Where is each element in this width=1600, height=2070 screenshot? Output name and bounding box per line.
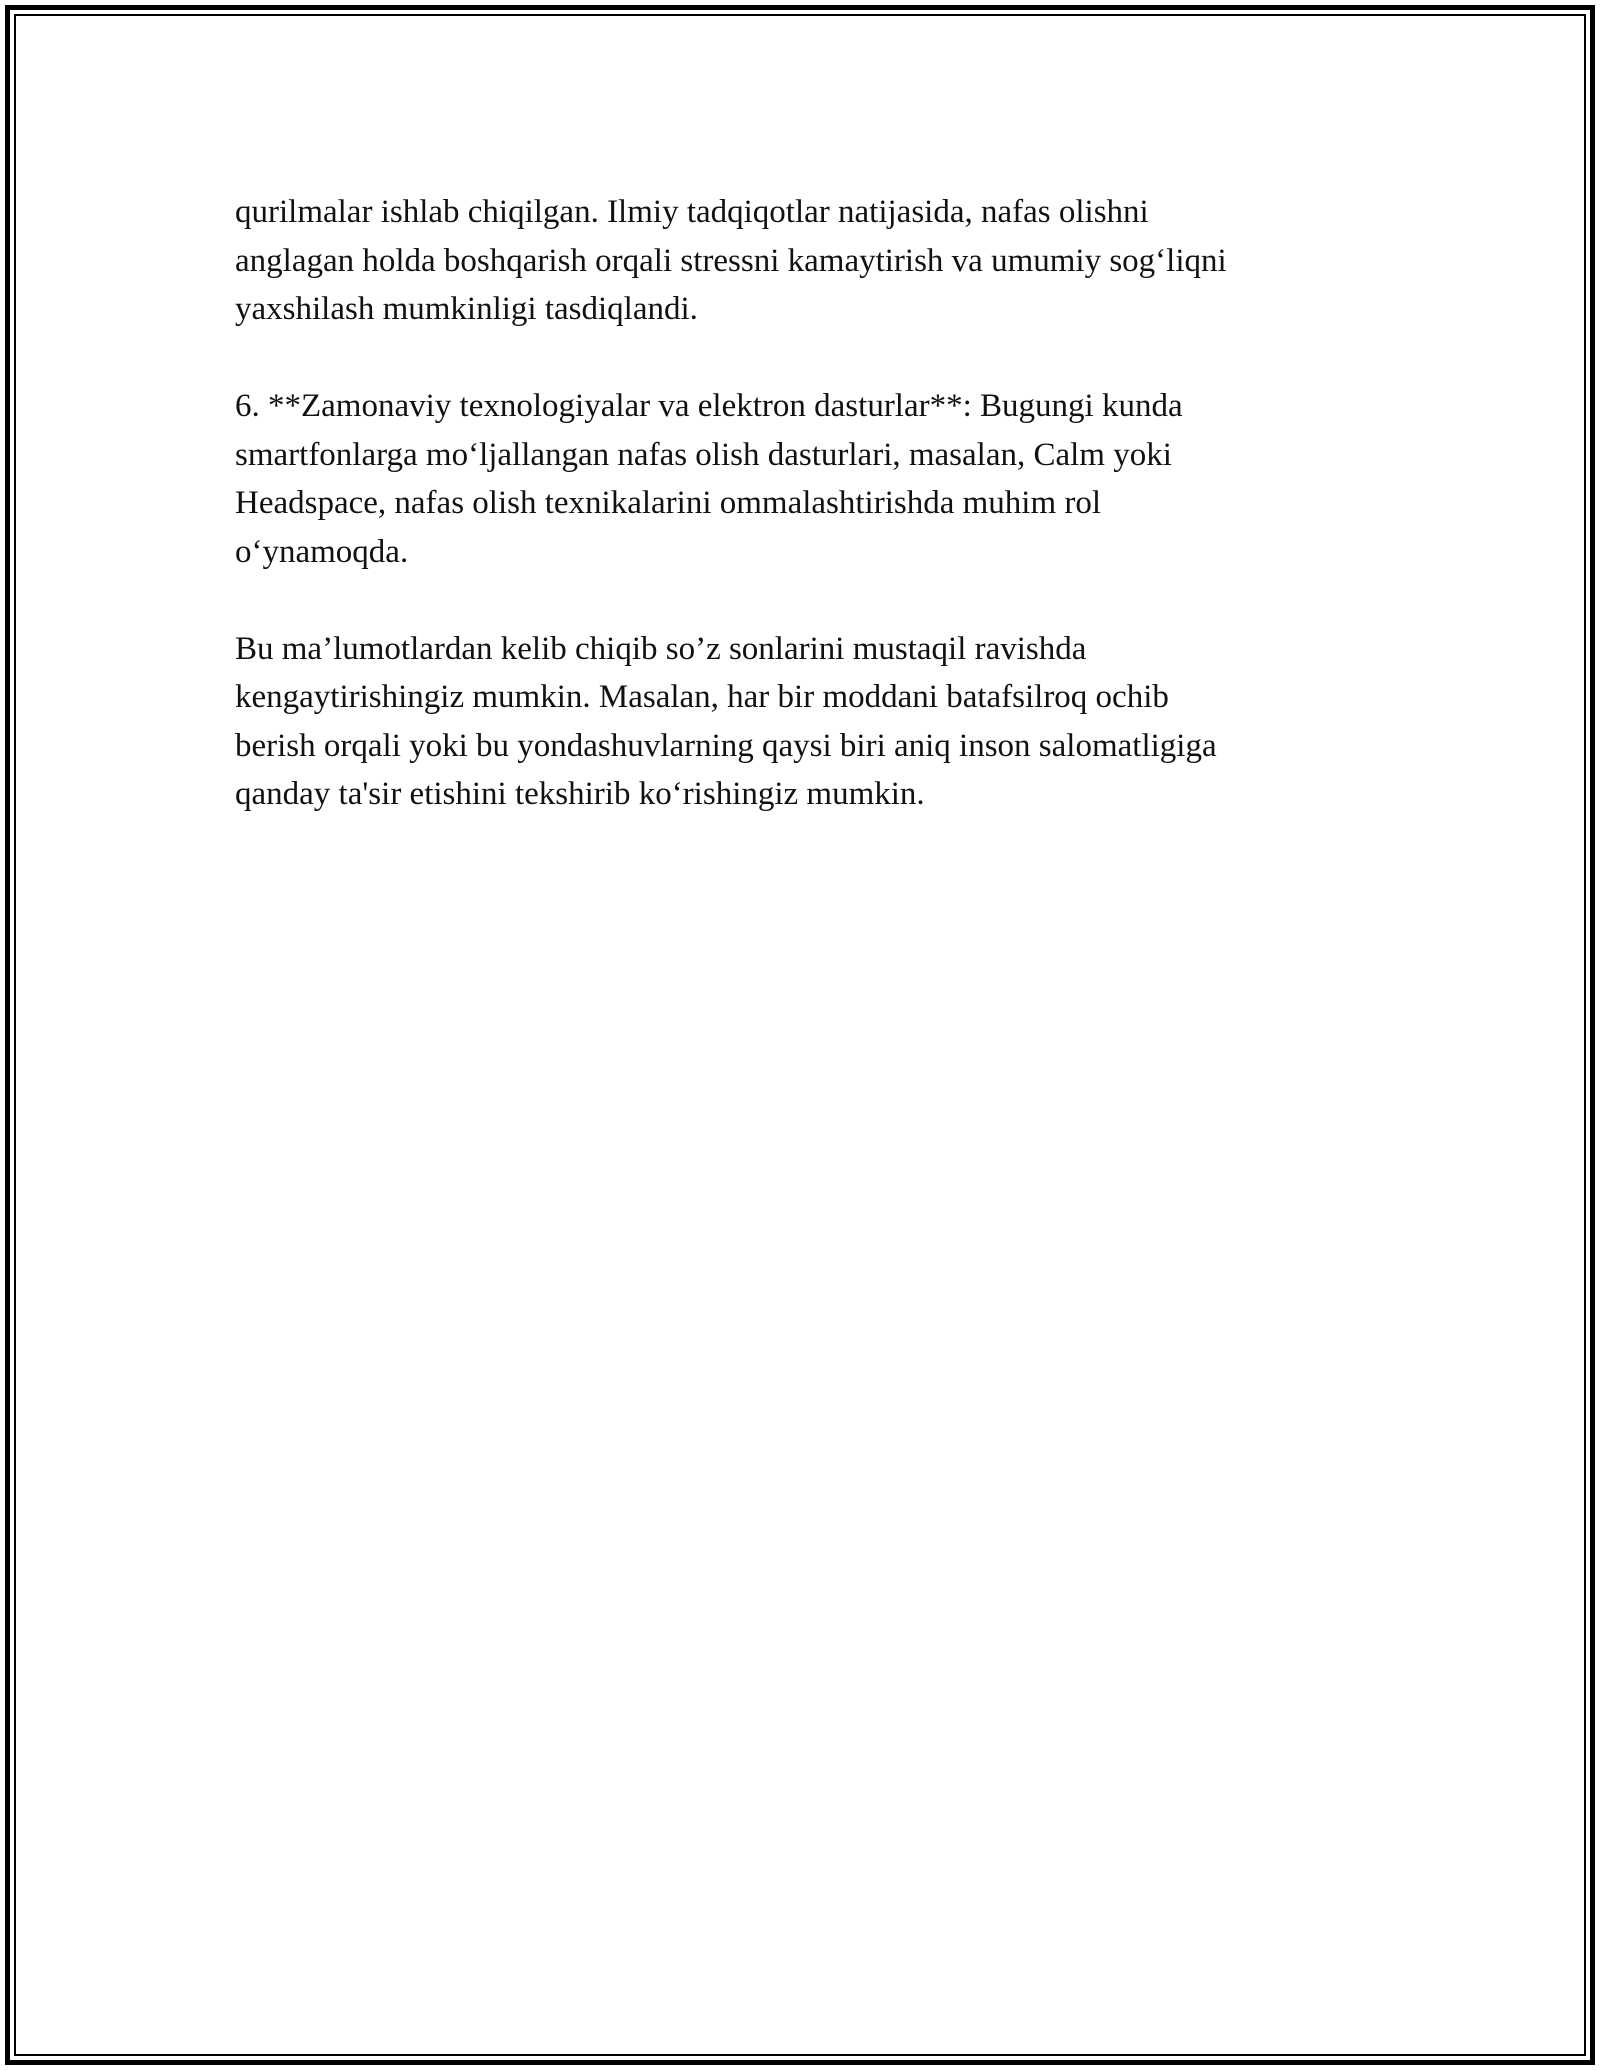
paragraph-modern-technologies: 6. **Zamonaviy texnologiyalar va elektron dasturlar**: Bugungi kunda smartfonlarga mo‘ljallangan nafas olish dasturlari, masalan, Calm yoki Headspace, nafas olish texnikalarini ommalashtirishda muhim rol o‘ynamoqda. (235, 388, 1183, 570)
paragraph-breathing-devices: qurilmalar ishlab chiqilgan. Ilmiy tadqiqotlar natijasida, nafas olishni anglagan holda boshqarish orqali stressni kamaytirish va umumiy sog‘liqni yaxshilash mumkinligi tasdiqlandi. (235, 194, 1227, 327)
document-body (235, 188, 1365, 867)
paragraph-conclusion: Bu ma’lumotlardan kelib chiqib so’z sonlarini mustaqil ravishda kengaytirishingiz mumkin. Masalan, har bir moddani batafsilroq ochib berish orqali yoki bu yondashuvlarning qaysi biri aniq inson salomatligiga qanday ta'sir etishini tekshirib ko‘rishingiz mumkin. (235, 630, 1217, 812)
